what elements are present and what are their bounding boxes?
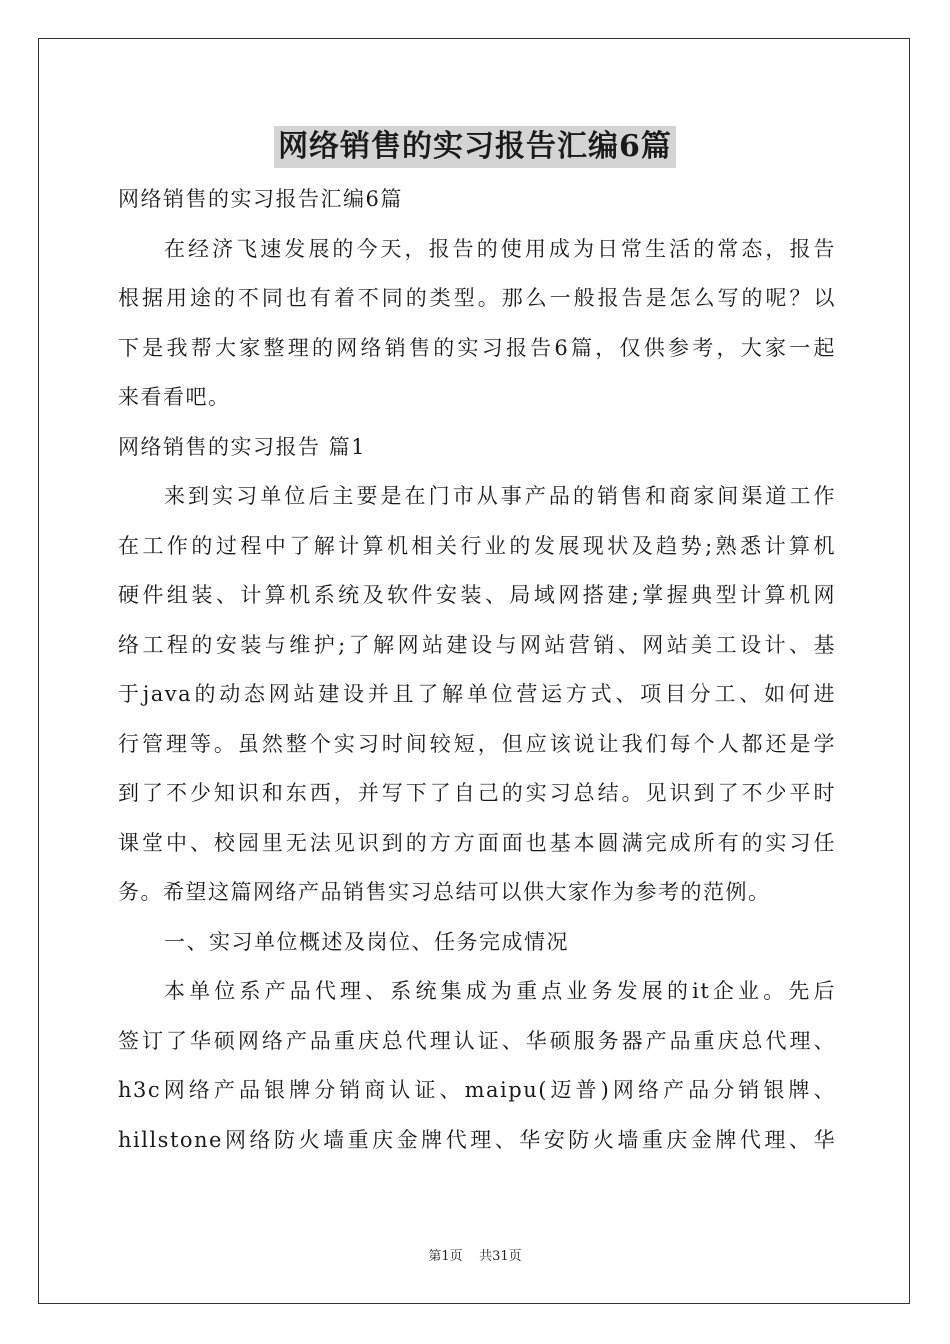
page-number: 第1页	[428, 1249, 463, 1264]
paragraph-line: 下是我帮大家整理的网络销售的实习报告6篇，仅供参考，大家一起	[118, 335, 836, 360]
paragraph-line: hillstone网络防火墙重庆金牌代理、华安防火墙重庆金牌代理、华	[118, 1127, 836, 1152]
section-heading: 网络销售的实习报告 篇1	[118, 434, 367, 459]
paragraph-line: 于java的动态网站建设并且了解单位营运方式、项目分工、如何进	[118, 682, 836, 706]
paragraph-line: 务。希望这篇网络产品销售实习总结可以供大家作为参考的范例。	[118, 880, 771, 904]
document-title: 网络销售的实习报告汇编6篇	[274, 126, 676, 168]
page-total: 共31页	[479, 1249, 522, 1264]
paragraph-line: h3c网络产品银牌分销商认证、maipu(迈普)网络产品分销银牌、	[118, 1078, 836, 1102]
paragraph-line: 根据用途的不同也有着不同的类型。那么一般报告是怎么写的呢？以	[118, 286, 836, 310]
page-footer	[0, 1248, 950, 1266]
paragraph-line: 在经济飞速发展的今天，报告的使用成为日常生活的常态，报告	[164, 236, 836, 261]
subtitle-line: 网络销售的实习报告汇编6篇	[118, 187, 403, 211]
title-area	[0, 126, 950, 168]
subsection-heading: 一、实习单位概述及岗位、任务完成情况	[164, 929, 569, 954]
paragraph-line: 本单位系产品代理、系统集成为重点业务发展的it企业。先后	[164, 979, 836, 1003]
paragraph-line: 来到实习单位后主要是在门市从事产品的销售和商家间渠道工作	[164, 484, 836, 508]
paragraph-line: 来看看吧。	[118, 385, 231, 409]
paragraph-line: 到了不少知识和东西，并写下了自己的实习总结。见识到了不少平时	[118, 781, 836, 805]
paragraph-line: 课堂中、校园里无法见识到的方方面面也基本圆满完成所有的实习任	[118, 830, 836, 855]
document-body	[118, 175, 836, 1165]
paragraph-line: 络工程的安装与维护;了解网站建设与网站营销、网站美工设计、基	[118, 632, 836, 657]
paragraph-line: 硬件组装、计算机系统及软件安装、局域网搭建;掌握典型计算机网	[118, 583, 836, 607]
paragraph-line: 在工作的过程中了解计算机相关行业的发展现状及趋势;熟悉计算机	[118, 533, 836, 558]
paragraph-line: 签订了华硕网络产品重庆总代理认证、华硕服务器产品重庆总代理、	[118, 1028, 836, 1053]
paragraph-line: 行管理等。虽然整个实习时间较短，但应该说让我们每个人都还是学	[118, 731, 836, 756]
